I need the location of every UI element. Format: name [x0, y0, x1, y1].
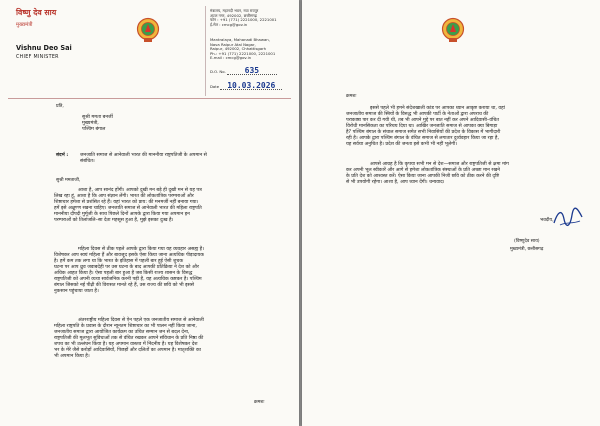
prati-label: प्रति, [56, 104, 64, 109]
paragraph-3: अंतरराष्ट्रीय महिला दिवस से ऐन पहले एक जनजातीय समाज से आनेवाली महिला राष्ट्रपति के प्रवास के दौरान न्यूनतम शिष्टाचार का भी पालन नहीं किया जाना, जनजातीय समाज द्वारा आयोजित कार्यक्रम का उचित सम्मान जन से बदल देना, राष्ट्रपतिजी की मूलभूत सुविधाओं तक से वंचित रखकर आपने संविधान के प्रति निष्ठा की शपथ का भी उल्लंघन किया है। यह अपमान वास्तव में निंदनीय है। यह विशेषकर देश भर के मेरे जैसे करोड़ों आदिवासियों, पिछड़ों और दलितों का अपमान है। मातृशक्ति का भी अपमान किया है। [54, 318, 204, 360]
salutation: सुश्री ममताजी, [56, 178, 81, 183]
address-hindi: मंत्रालय, महानदी भवन, नवा रायपुर अटल नगर, 492002, छत्तीसगढ़ फोन : +91 (771) 2221000, 2221001 ई-मेल : cmcg@gov.in [210, 8, 277, 27]
continued-label: क्रमशः [254, 400, 265, 405]
header-separator [205, 6, 206, 96]
signature-image [552, 205, 584, 231]
author-title-english: CHIEF MINISTER [16, 55, 59, 60]
author-title-hindi: मुख्यमंत्री [16, 22, 33, 28]
state-emblem-icon [441, 16, 465, 44]
state-emblem-icon [136, 16, 160, 44]
do-number: D.O. No. 635 [210, 69, 277, 75]
paragraph-4: इससे पहले भी हमने संदेशखाली कांड पर आपका ध्यान आकृष्ट कराया था, वहां जनजातीय समाज की स्त्रियों के विरुद्ध भी आपकी पार्टी के नेताओं द्वारा अपराध की पराकाष्ठा पार कर दी गयी थी, तब भी आपने मुद्दे पर बात नहीं कर अपने आदिवासी–वंचित विरोधी मानसिकता का परिचय दिया था। आखिर जनजाति समाज से आपका क्या बिगाड़ा है? पश्चिम बंगाल के संथाल समाज समेत सभी निवासियों की प्रदेश के विकास में भागीदारी रही है। आपके द्वारा पश्चिम बंगाल के वंचित समाज से लगातार दुर्व्यवहार किया जा रहा है, यह सर्वथा अनुचित है। प्रदेश की जनता इसे कभी भी नहीं भूलेगी। [346, 106, 505, 148]
paragraph-5: आपसे आग्रह है कि कृपया सभी मन से देश—समाज और राष्ट्रपतिजी से क्षमा मांग कर अपनी भूल स्वीकारें और आगे से हमेशा लोकतांत्रिक संस्थाओं के प्रति अच्छा मान रखने के प्रति देश को आश्वस्त करें। ऐसा किया जाना आपकी निजी छवि को ठीक करने की दृष्टि से भी उपयोगी रहेगा। आशा है, आप ध्यान देंगी। धन्यवाद। [346, 162, 509, 186]
subject-text: जनजाति समाज से आनेवाली भारत की माननीया राष्ट्रपतिजी के अपमान से संबंधित। [80, 153, 207, 165]
paragraph-2: महिला दिवस से ठीक पहले आपके द्वारा किया गया यह व्यवहार असह्य है। विशेषकर आप स्वयं महिला हैं और बावजूद इसके ऐसा किया जाना अत्यधिक पीड़ादायक है। हमें कम तक लगा था कि भारत के इतिहास में पहली बार हुई ऐसी शुचक घटना पर आप ध्रुव जवाबदेही पर उस घटना के बाद आपकी प्रतिक्रिया ने देश को और अधिक आहत किया है। ऐसा पहली बार हुआ है जब किसी राज्य शासन के विरुद्ध राष्ट्रपतिजी को अपनी व्यथा सार्वजनिक करनी पड़ी है, यह अत्यधिक कष्टकर है। पश्चिम बंगाल जिसको नई पीढ़ी की विरासत मानते रहे हैं, उस राज्य की छवि को भी इससे नुकसान पहुंचाया जाता है। [54, 247, 205, 295]
signatory-name: (विष्णुदेव साय) [514, 239, 540, 244]
letter-page-1 [0, 0, 299, 426]
page-continuation-label: क्रमशः [346, 94, 357, 99]
paragraph-1: आशा है, आप सानंद होंगी। आपको दुखी मन बड़े ही दुखी मन से यह पत्र लिख रहा हूं, आशा है कि आप संज्ञान लेंगी। भारत की लोकतांत्रिक परम्पराओं और शिष्टाचार हमेशा से प्रशंसित रहे हैं। यहां भारत को प्राय: की मनमर्जी नहीं बनाया गया। हमें इसे अक्षुण्ण रखना चाहिए। जनजाति समाज से आनेवाली भारत की महिला राष्ट्रपति माननीया दौपदी मुर्मूजी के साथ पिछले दिनों आपके द्वारा किया गया अपमान इन परम्पराओं को तिलांजलि–सा देता महसूस हुआ है, मुझे इसका दुःख है। [54, 188, 202, 224]
letter-page-2 [302, 0, 600, 426]
author-name-english: Vishnu Deo Sai [16, 44, 72, 52]
closing-text: भवदीय, [540, 218, 554, 223]
address-english: Mantralaya, Mahanadi Bhawan, Nava Raipur Atal Nagar, Raipur, 492002, Chhattisgarh Ph.: +91 (771) 2221000, 2221001 E-mail : cmcg@gov.in [210, 37, 276, 61]
header-divider [8, 98, 291, 99]
subject-label: संदर्भ : [56, 153, 69, 158]
letter-date: Date 10.03.2026 [210, 84, 282, 90]
recipient-block: सुश्री ममता बनर्जी मुख्यमंत्री, पश्चिम बंगाल [82, 115, 113, 133]
author-name-hindi: विष्णु देव साय [16, 8, 57, 17]
signatory-title: मुख्यमंत्री, छत्तीसगढ़ [510, 247, 544, 252]
